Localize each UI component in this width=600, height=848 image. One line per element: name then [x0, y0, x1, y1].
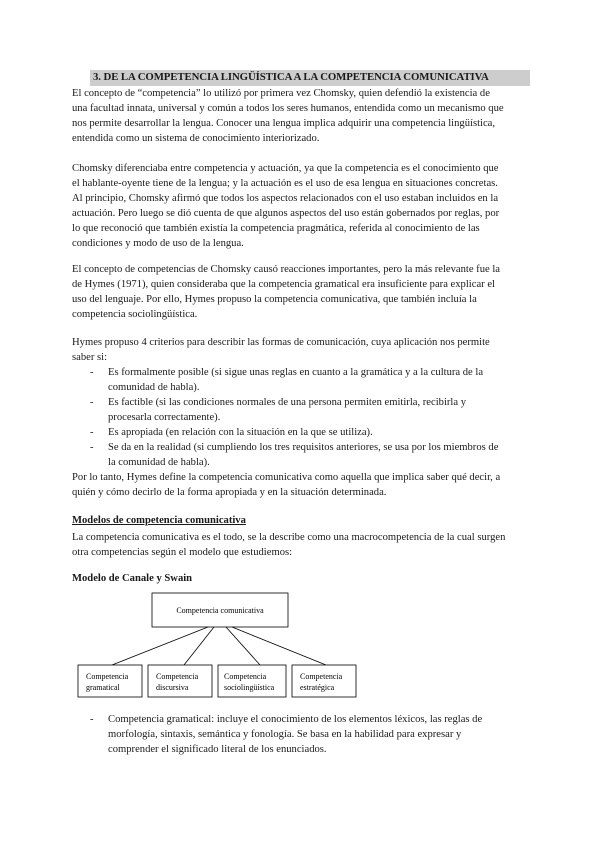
text-line: Es apropiada (en relación con la situación en la que se utiliza).	[108, 427, 373, 438]
connector-line	[232, 627, 326, 665]
text-line: El concepto de “competencia” lo utilizó por primera vez Chomsky, quien defendió la existencia de	[72, 88, 490, 99]
text-line: morfología, sintaxis, semántica y fonología. Se basa en la habilidad para expresar y	[108, 729, 462, 740]
connector-line	[226, 627, 260, 665]
text-line: entendida como un sistema de conocimiento interiorizado.	[72, 133, 320, 144]
child-box	[292, 665, 356, 697]
list-item	[72, 365, 532, 395]
text-line: quién y cómo decirlo de la forma apropiada y en la situación determinada.	[72, 487, 387, 498]
text-line: Se da en la realidad (si cumpliendo los tres requisitos anteriores, se usa por los miembros de	[108, 442, 499, 453]
text-line: saber si:	[72, 352, 108, 363]
paragraph-hymes-criteria-intro	[72, 335, 532, 365]
child-label: Competencia	[300, 672, 343, 681]
text-line: Es formalmente posible (si sigue unas reglas en cuanto a la gramática y a la cultura de la	[108, 367, 484, 378]
connector-line	[184, 627, 214, 665]
text-line: otra competencias según el modelo que estudiemos:	[72, 547, 293, 558]
list-item	[72, 395, 532, 425]
text-line: la comunidad de habla).	[108, 457, 210, 468]
paragraph-competence-performance	[72, 161, 532, 251]
child-box	[78, 665, 142, 697]
text-line: procesarla correctamente).	[108, 412, 221, 423]
connector-line	[112, 627, 208, 665]
section-heading: 3. DE LA COMPETENCIA LINGÜÍSTICA A LA COMPETENCIA COMUNICATIVA	[93, 71, 489, 83]
canale-swain-diagram	[60, 585, 360, 700]
text-line: Por lo tanto, Hymes define la competencia comunicativa como aquella que implica saber qué decir, a	[72, 472, 501, 483]
text-line: una facultad innata, universal y común a todos los seres humanos, entendida como un mecanismo que	[72, 103, 504, 114]
text-line: Competencia gramatical: incluye el conocimiento de los elementos léxicos, las reglas de	[108, 714, 483, 725]
child-box	[148, 665, 212, 697]
text-line: comprender el significado literal de los enunciados.	[108, 744, 327, 755]
grammatical-competence-item	[72, 712, 532, 757]
paragraph-hymes-reaction	[72, 262, 532, 322]
text-line: La competencia comunicativa es el todo, se la describe como una macrocompetencia de la cual surgen	[72, 532, 506, 543]
bullet-dash: -	[90, 427, 94, 438]
list-item	[72, 425, 532, 440]
bullet-dash: -	[90, 397, 94, 408]
child-label: Competencia	[224, 672, 267, 681]
canale-swain-heading: Modelo de Canale y Swain	[72, 573, 193, 584]
root-label: Competencia comunicativa	[176, 606, 264, 615]
text-line: Chomsky diferenciaba entre competencia y actuación, ya que la competencia es el conocimiento que	[72, 163, 499, 174]
text-line: condiciones y modo de uso de la lengua.	[72, 238, 244, 249]
text-line: uso del lenguaje. Por ello, Hymes propuso la competencia comunicativa, que también incluía la	[72, 294, 477, 305]
text-line: Es factible (si las condiciones normales de una persona permiten emitirla, recibirla y	[108, 397, 466, 408]
child-label: sociolingüística	[224, 683, 275, 692]
child-label: gramatical	[86, 683, 120, 692]
text-line: lo que reconoció que también existía la competencia pragmática, referida al conocimiento de las	[72, 223, 480, 234]
models-heading: Modelos de competencia comunicativa	[72, 515, 246, 526]
text-line: Al principio, Chomsky afirmó que todos los aspectos relacionados con el uso estaban incluidos en la	[72, 193, 499, 204]
paragraph-macrocompetence	[72, 530, 532, 560]
paragraph-chomsky-competence	[72, 86, 532, 146]
child-label: Competencia	[86, 672, 129, 681]
text-line: competencia sociolingüística.	[72, 309, 198, 320]
text-line: nos permite desarrollar la lengua. Conocer una lengua implica adquirir una competencia lingüística,	[72, 118, 496, 129]
child-label: discursiva	[156, 683, 189, 692]
text-line: comunidad de habla).	[108, 382, 200, 393]
bullet-dash: -	[90, 442, 94, 453]
child-box	[218, 665, 286, 697]
paragraph-hymes-definition	[72, 470, 532, 500]
child-label: Competencia	[156, 672, 199, 681]
text-line: de Hymes (1971), quien consideraba que la competencia gramatical era insuficiente para explicar el	[72, 279, 495, 290]
text-line: actuación. Pero luego se dió cuenta de que algunos aspectos del uso están gobernados por reglas, por	[72, 208, 500, 219]
text-line: El concepto de competencias de Chomsky causó reacciones importantes, pero la más relevante fue la	[72, 264, 500, 275]
child-label: estratégica	[300, 683, 335, 692]
criteria-list	[72, 365, 532, 470]
text-line: Hymes propuso 4 criterios para describir las formas de comunicación, cuya aplicación nos permite	[72, 337, 490, 348]
bullet-dash: -	[90, 367, 94, 378]
text-line: el hablante-oyente tiene de la lengua; y la actuación es el uso de esa lengua en situaciones concretas.	[72, 178, 498, 189]
bullet-dash: -	[90, 714, 94, 725]
list-item	[72, 440, 532, 470]
